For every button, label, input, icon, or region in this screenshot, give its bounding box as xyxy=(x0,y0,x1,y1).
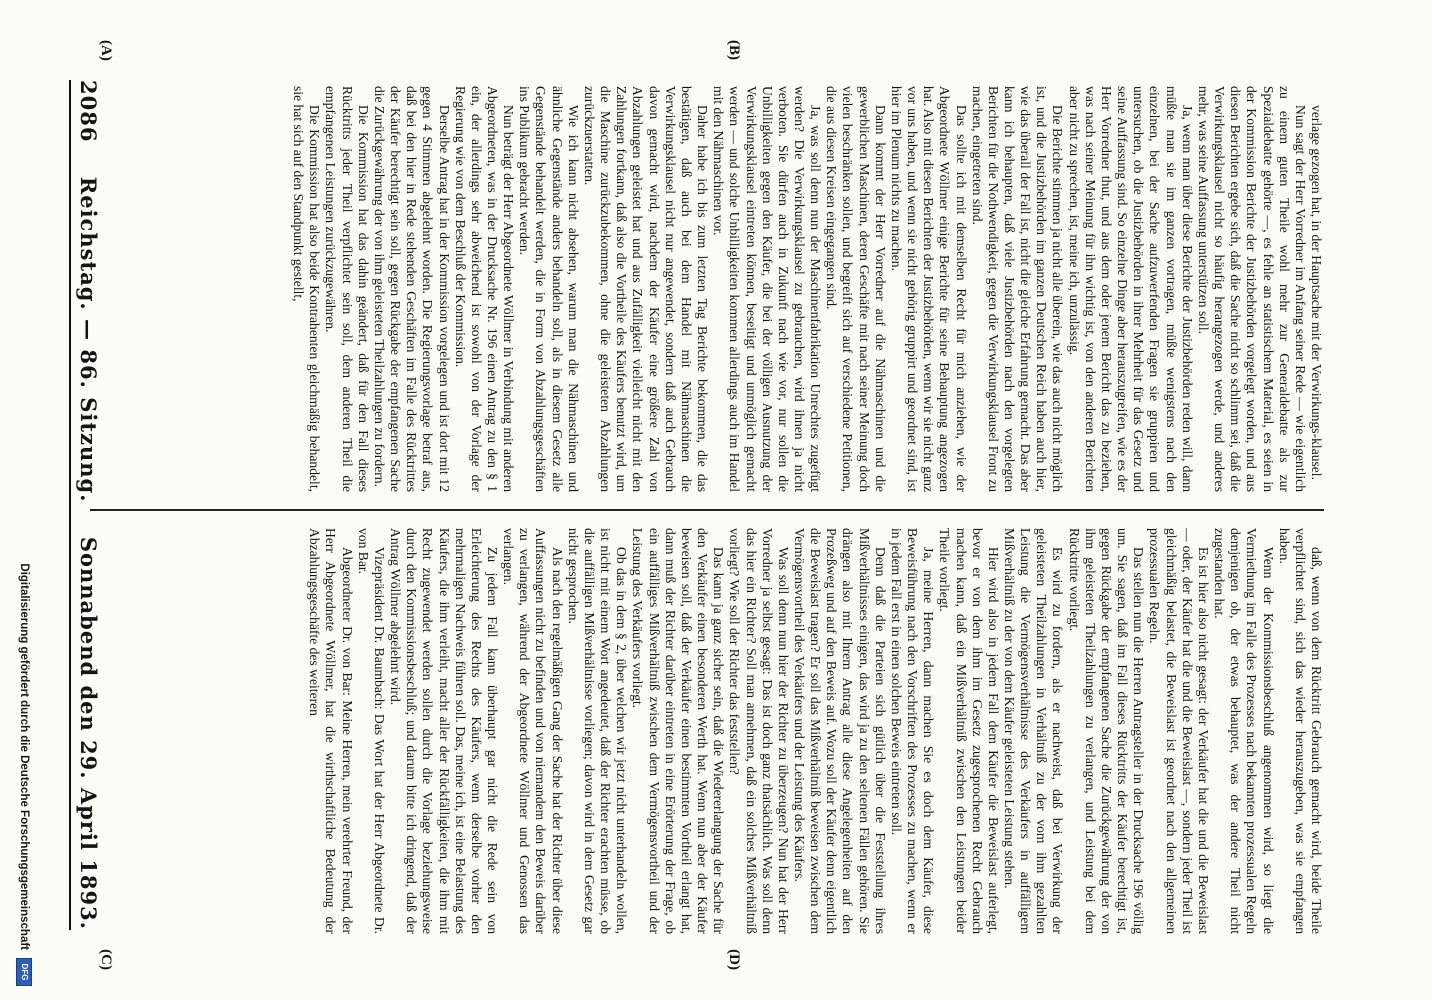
paragraph: Was soll denn nun hier der Richter zu überzeugen? Nun hat der Herr Vorredner ja selbst gesagt: Das ist doch ganz thatsächlich. Was soll denn das hier ein Richter? Soll man annehmen, daß ein solches Mißverhältniß vorliegt? Wie soll der Richter das feststellen? xyxy=(727,528,791,934)
paragraph: Es wird zu fordern, als er nachweist, daß bei Verwirkung der geleisteten Theilzahlungen in Verhältniß zu der vom ihm gezahlten Leistung die Vermögensverhältnisse des Verkäufers in auffälligem Mißverhältniß zu der von dem Käufer geleisteten Leistung stehen. xyxy=(1002,528,1066,934)
paragraph: Vizepräsident Dr. Baumbach: Das Wort hat der Herr Abgeordnete Dr. von Bar. xyxy=(355,528,387,934)
paragraph: Zu jedem Fall kann überhaupt gar nicht die Rede sein von Erleichterung des Rechts des Käufers, wenn derselbe vorher den mehrmaligen Nachweis führen soll. Das, meine ich, ist eine Belastung des Käufers, die ihm verleiht, macht aller der Rückfälligkeiten, die ihm mit Recht zugewendet werden sollen durch die Vorlage beziehungsweise durch den Kommissionsbeschluß; und darum bitte ich dringend, daß der Antrag Wöllmer abgelehnt wird. xyxy=(388,528,501,934)
paragraph: Das kann ja ganz sicher sein, daß die Wiedererlangung der Sache für den Verkäufer einen besonderen Werth hat. Wenn nun aber der Käufer beweisen soll, daß der Verkäufer einen bestimmten Vortheil erlangt hat, dann muß der Richter darüber eintreten in eine Erörterung der Frage, ob ein auffälliges Mißverhältniß zwischen dem Vermögensvortheil und der Leistung des Verkäufers vorliegt. xyxy=(630,528,727,934)
column-divider xyxy=(90,509,1324,511)
paragraph: Das stellen nun die Herren Antragsteller in der Drucksache 196 völlig um. Sie sagen, daß im Fall dieses Rücktritts der Käufer berechtigt ist, gegen Rückgabe der empfangenen Sache die Zurückgewährung der von ihm geleisteten Theilzahlungen zu verlangen, und Leistung bei dem Rücktritte vorliegt. xyxy=(1066,528,1147,934)
session-date: Sonnabend den 29. April 1893. xyxy=(76,536,102,930)
paragraph: Abgeordneter Dr. von Bar: Meine Herren, mein verehrter Freund, der Herr Abgeordnete Wöllmer, hat die wirthschaftliche Bedeutung der Abzahlungsgeschäfte des weiteren xyxy=(307,528,355,934)
paragraph: Wie ich kann nicht absehen, warum man die Nähmaschinen und ähnliche Gegenstände anders behandeln soll, als in diesem Gesetz alle Gegenstände behandelt werden, die in Form von Abzahlungsgeschäften ins Publikum gebracht werden. xyxy=(517,86,581,492)
paragraph: verlage gezogen hat, in der Hauptsache mit der Verwirkungs-klausel. xyxy=(1309,105,1324,480)
margin-marker-c: (C) xyxy=(98,949,114,970)
digitization-footer xyxy=(11,0,37,1000)
paragraph: Als nach den regelmäßigen Gang der Sache hat der Richter über diese Auffassungen nicht zu befinden und von niemandem den Beweis darüber zu verlangen, während der Abgeordnete Wöllmer und Genossen das verlangen. xyxy=(501,528,565,934)
session-title: Reichstag. — 86. Sitzung. xyxy=(76,176,102,503)
paragraph: Ja, was soll denn nun der Maschinenfabrikation Unrechtes zugefügt werden? Die Verwirkungsklausel zu gebrauchen, wird ihnen ja nicht verboten. Sie dürfen auch in Zukunft nach wie vor, nur sollen die Unbilligkeiten gegen den Käufer, die bei der völligen Ausnutzung der Verwirkungsklausel eintreten können, beseitigt und unmöglich gemacht werden — und solche Unbilligkeiten kommen allerdings auch im Handel mit den Nähmaschinen vor. xyxy=(711,86,824,492)
paragraph: Die Berichte stimmen ja nicht alle überein, wie das auch nicht möglich ist, und die Justizbehörden im ganzen Deutschen Reich haben auch hier, wie das überall der Fall ist, nicht die gleiche Erfahrung gemacht. Das aber kann ich behaupten, daß viele Justizbehörden nach den vorgelegten Berichten für die Nothwendigkeit, gegen die Verwirkungsklausel Front zu machen, eingetreten sind. xyxy=(969,86,1066,492)
paragraph: Nun sagt der Herr Vorredner im Anfang seiner Rede — wie eigentlich zu einem guten Theile wohl mehr zur Generaldebatte als zur Spezialdebatte gehörte —, es fehle an statistischem Material, es seien in der Kommission Berichte der Justizbehörden vorgelegt worden, und aus diesen Berichten ergebe sich, daß die Sache nicht so schlimm sei, daß die Verwirkungsklausel nicht so häufig herangezogen werde, und anderes mehr, was seine Auffassung unterstützen soll. xyxy=(1195,86,1308,492)
paragraph: Denn daß die Parteien sich gütlich über die Feststellung ihres Mißverhältnisses einigen, das wird ja zu den seltenen Fällen gehören. Sie drängen also mit Ihrem Antrag alle diese Angelegenheiten auf den Prozeßweg und auf den Beweis auf. Wozu soll der Käufer denn eigentlich die Beweislast tragen? Er soll das Mißverhältniß beweisen zwischen dem Vermögensvortheil des Verkäufers und der Leistung des Käufers. xyxy=(792,528,888,934)
page-number: 2086 xyxy=(76,80,102,143)
paragraph: Ob das in dem § 2, über welchen wir jetzt nicht unterhandeln wollen, ist nicht mit einem Wort angedeutet, daß der Richter erachten müsse, ob die auffälligen Mißverhältnisse vorliegen; davon wird in dem Gesetz gar nicht gesprochen. xyxy=(565,528,630,934)
footer-credit: Digitalisierung gefördert durch die Deutsche Forschungsgemeinschaft xyxy=(18,563,30,950)
paragraph: Es ist hier also nicht gesagt: der Verkäufer hat die und die Beweislast — oder, der Käufer hat die und die Beweislast —, sondern jeder Theil ist gleichmäßig belastet, die Beweislast ist geordnet nach den allgemeinen prozessualen Regeln. xyxy=(1147,528,1211,934)
margin-marker-b: (B) xyxy=(726,40,742,60)
paragraph: Hier wird also in jedem Fall dem Käufer die Beweislast auferlegt, bevor er von dem ihm im Gesetz zugesprochenen Recht Gebrauch machen kann, daß ein Mißverhältniß zwischen den Leistungen beider Theile vorliegt. xyxy=(937,528,1001,934)
paragraph: Dann kommt der Herr Vorredner auf die Nähmaschinen und die gewerblichen Maschinen, deren Geschäfte mit nach seiner Meinung doch vielen beschränken sollen, und begreift sich auf verschiedene Petitionen, die aus diesen Kreisen eingegangen sind. xyxy=(824,86,888,492)
text-column-right xyxy=(90,528,1324,934)
paragraph: Derselbe Antrag hat in der Kommission vorgelegen und ist dort mit 12 gegen 4 Stimmen abgelehnt worden. Die Regierungsvorlage betraf aus, daß bei den hier in Rede stehenden Geschäften im Falle des Rücktrittes der Käufer berechtigt sein soll, gegen Rückgabe der empfangenen Sache die Zurückgewährung der von ihm geleisteten Theilzahlungen zu fordern. xyxy=(371,86,452,492)
paragraph: Nun beträgt der Herr Abgeordnete Wöllmer in Verbindung mit anderen Abgeordneten, was in der Drucksache Nr. 196 einen Antrag zu den § 1 ein, der allerdings sehr abweichend ist sowohl von der Vorlage der Regierung wie von dem Beschluß der Kommission. xyxy=(452,86,517,492)
paragraph: Daher habe ich bis zum letzten Tag Berichte bekommen, die das bestätigen, daß auch bei dem Handel mit Nähmaschinen die Verwirkungsklausel nicht nur angewendet, sondern daß auch Gebrauch davon gemacht wird, nachdem der Käufer eine größere Zahl von Abzahlungen geleistet hat und aus Zufälligkeit vielleicht nicht mit den Zahlungen fortkann, daß also die Vortheile des Käufers benutzt wird, um die Maschine zurückzubekommen, ohne die geleisteten Abzahlungen zurückzuerstatten. xyxy=(581,86,711,492)
dfg-logo: DFG xyxy=(16,958,32,986)
paragraph: Die Kommission hat das dahin geändert, daß für den Fall dieses Rücktritts jeder Theil verpflichtet sein soll, dem anderen Theil die empfangenen Leistungen zurückzugewähren. xyxy=(323,86,371,492)
paragraph: Ja, wenn man über diese Berichte der Justizbehörden reden will, dann müßte man sie im ganzen vortragen, müßte wenigstens nach den einzelnen, bei der Sache aufzuwerfenden Fragen sie gruppiren und untersuchen, ob die Justizbehörden in ihrer Mehrheit für das Gesetz und seine Auffassung sind. So einzelne Dinge aber herauszugreifen, wie es der Herr Vorredner thut, und aus dem oder jenem Bericht das zu beziehen, was nach seiner Meinung für ihn wichtig ist, von den anderen Berichten aber nicht zu sprechen, ist, meine ich, unzulässig. xyxy=(1066,86,1195,492)
paragraph: Wenn der Kommissionsbeschluß angenommen wird, so liegt die Vermiethung im Falle des Prozesses nach bekannten prozessualen Regeln demjenigen ob, der etwas behauptet, was der andere Theil nicht zugestanden hat. xyxy=(1212,528,1276,934)
paragraph: daß, wenn von dem Rücktritt Gebrauch gemacht wird, beide Theile verpflichtet sind, sich das wieder herauszugeben, was sie empfangen haben. xyxy=(1276,528,1324,934)
paragraph: Die Kommission hat also beide Kontrahenten gleichmäßig behandelt, sie hat sich auf den Standpunkt gestellt, xyxy=(291,86,323,492)
margin-marker-d: (D) xyxy=(726,949,742,970)
paragraph: Ja, meine Herren, dann machen Sie es doch dem Käufer, diese Beweisführung nach den Vorschriften des Prozesses zu machen, wenn er in jedem Fall erst in einen solchen Beweis eintreten soll. xyxy=(888,528,937,934)
paragraph: Das sollte ich mit demselben Recht für mich anziehen, wie der Abgeordnete Wöllmer einige Berichte für seine Behauptung angezogen hat. Also mit diesen Berichten der Justizbehörden, wenn wir sie nicht ganz vor uns haben, und wenn sie nicht gehörig gruppirt und geordnet sind, ist hier im Plenum nichts zu machen. xyxy=(888,86,969,492)
margin-marker-a: (A) xyxy=(98,40,114,61)
text-column-left xyxy=(90,86,1324,492)
